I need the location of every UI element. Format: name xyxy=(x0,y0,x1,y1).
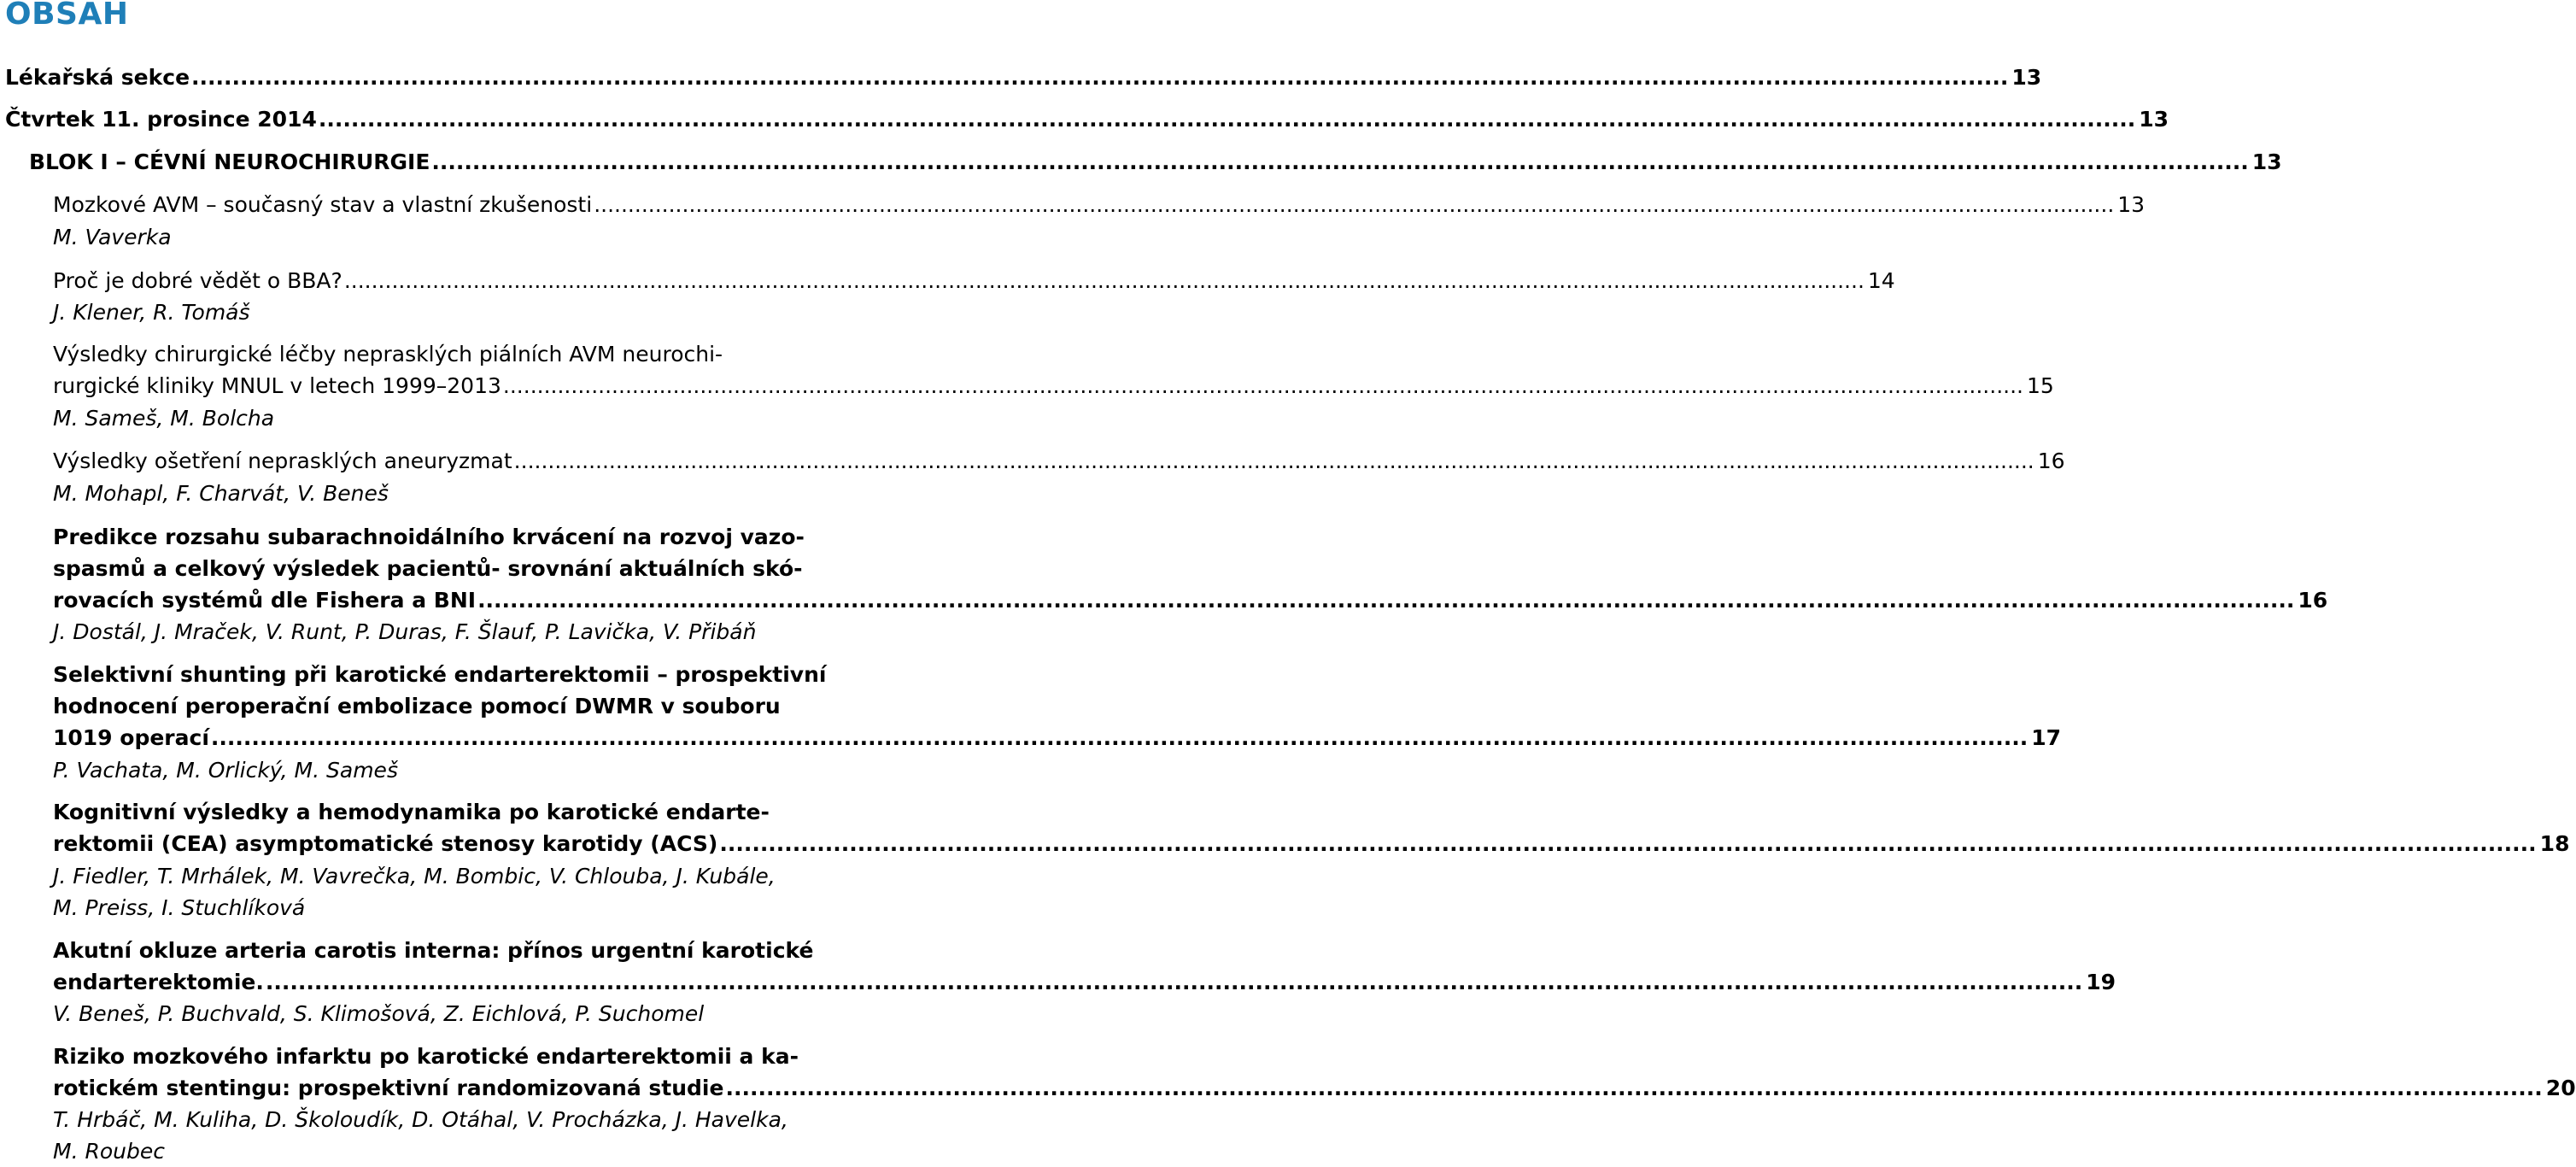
toc-entry-title-line: Predikce rozsahu subarachnoidálního krvácení na rozvoj vazo- xyxy=(53,525,805,549)
dot-leader xyxy=(503,370,2023,402)
toc-entry-title: Mozkové AVM – současný stav a vlastní zkušenosti xyxy=(53,192,593,217)
toc-entry[interactable] xyxy=(53,338,2054,402)
toc-line xyxy=(53,265,1895,296)
toc-entry[interactable] xyxy=(53,445,2065,477)
toc-entry-title-line: Selektivní shunting při karotické endarterektomii – prospektivní xyxy=(53,662,827,687)
page-number: 14 xyxy=(1867,268,1895,293)
toc-entry[interactable] xyxy=(53,935,2116,998)
toc-entry[interactable] xyxy=(53,265,1895,296)
dot-leader xyxy=(266,966,2082,998)
toc-authors: J. Klener, R. Tomáš xyxy=(53,300,250,325)
toc-line xyxy=(53,370,2054,402)
toc-entry-title-line: hodnocení peroperační embolizace pomocí DWMR v souboru xyxy=(53,694,781,718)
toc-line xyxy=(53,722,2062,754)
page-title: OBSAH xyxy=(5,0,129,32)
toc-entry-title: endarterektomie. xyxy=(53,970,264,994)
page-number: 16 xyxy=(2037,449,2065,473)
toc-authors: J. Dostál, J. Mraček, V. Runt, P. Duras, F. Šlauf, P. Lavička, V. Přibáň xyxy=(53,619,757,644)
toc-entry-title: Lékařská sekce xyxy=(5,65,190,90)
page-number: 17 xyxy=(2031,725,2062,750)
toc-entry-title-line: Výsledky chirurgické léčby neprasklých piálních AVM neurochi- xyxy=(53,342,723,367)
page-number: 13 xyxy=(2251,150,2282,174)
dot-leader xyxy=(477,584,2294,616)
dot-leader xyxy=(344,265,1865,296)
toc-entry-title: rovacích systémů dle Fishera a BNI xyxy=(53,588,477,613)
toc-authors: M. Sameš, M. Bolcha xyxy=(53,406,275,431)
toc-authors: M. Mohapl, F. Charvát, V. Beneš xyxy=(53,481,389,506)
page-number: 20 xyxy=(2545,1076,2576,1100)
toc-line xyxy=(29,146,2282,178)
page-number: 15 xyxy=(2026,373,2054,398)
dot-leader xyxy=(594,189,2114,220)
dot-leader xyxy=(719,828,2536,859)
dot-leader xyxy=(191,62,2008,93)
toc-line xyxy=(53,828,2570,859)
toc-entry[interactable] xyxy=(5,103,2169,135)
toc-line xyxy=(53,966,2116,998)
toc-authors: M. Roubec xyxy=(53,1139,165,1164)
toc-entry-title-line: Kognitivní výsledky a hemodynamika po karotické endarte- xyxy=(53,800,770,824)
toc-authors: P. Vachata, M. Orlický, M. Sameš xyxy=(53,758,398,783)
toc-entry-title-line: spasmů a celkový výsledek pacientů- srovnání aktuálních skó- xyxy=(53,556,803,581)
dot-leader xyxy=(211,722,2028,754)
toc-line xyxy=(53,584,2328,616)
toc-entry-title-line: Akutní okluze arteria carotis interna: přínos urgentní karotické xyxy=(53,938,814,963)
toc-authors: M. Preiss, I. Stuchlíková xyxy=(53,895,306,920)
toc-entry[interactable] xyxy=(53,189,2146,220)
toc-entry-title: rotickém stentingu: prospektivní randomizovaná studie xyxy=(53,1076,724,1100)
toc-authors: M. Vaverka xyxy=(53,225,172,249)
toc-authors: T. Hrbáč, M. Kuliha, D. Školoudík, D. Otáhal, V. Procházka, J. Havelka, xyxy=(53,1107,788,1132)
dot-leader xyxy=(514,445,2034,477)
toc-entry-title: rektomii (CEA) asymptomatické stenosy karotidy (ACS) xyxy=(53,831,718,856)
toc-line xyxy=(53,445,2065,477)
toc-entry[interactable] xyxy=(53,1041,2576,1104)
dot-leader xyxy=(431,146,2248,178)
toc-entry-title: Proč je dobré vědět o BBA? xyxy=(53,268,342,293)
toc-entry-title-line: Riziko mozkového infarktu po karotické endarterektomii a ka- xyxy=(53,1044,799,1069)
page-number: 13 xyxy=(2139,107,2169,132)
toc-entry[interactable] xyxy=(53,796,2570,859)
toc-entry-title: BLOK I – CÉVNÍ NEUROCHIRURGIE xyxy=(29,150,430,174)
toc-line xyxy=(53,189,2146,220)
toc-authors: V. Beneš, P. Buchvald, S. Klimošová, Z. Eichlová, P. Suchomel xyxy=(53,1001,705,1026)
dot-leader xyxy=(725,1072,2542,1104)
page-number: 13 xyxy=(2011,65,2042,90)
page-number: 13 xyxy=(2117,192,2146,217)
toc-line xyxy=(5,62,2042,93)
toc-entry-title: Čtvrtek 11. prosince 2014 xyxy=(5,107,317,132)
toc-line xyxy=(5,103,2169,135)
toc-entry[interactable] xyxy=(5,62,2042,93)
toc-entry[interactable] xyxy=(53,659,2062,754)
toc-entry-title: rurgické kliniky MNUL v letech 1999–2013 xyxy=(53,373,501,398)
toc-authors: J. Fiedler, T. Mrhálek, M. Vavrečka, M. Bombic, V. Chlouba, J. Kubále, xyxy=(53,864,776,888)
toc-entry[interactable] xyxy=(29,146,2282,178)
toc-entry[interactable] xyxy=(53,521,2328,616)
page-number: 18 xyxy=(2539,831,2570,856)
toc-entry-title: 1019 operací xyxy=(53,725,209,750)
toc-entry-title: Výsledky ošetření neprasklých aneuryzmat xyxy=(53,449,512,473)
dot-leader xyxy=(319,103,2135,135)
page-number: 16 xyxy=(2298,588,2328,613)
toc-line xyxy=(53,1072,2576,1104)
page-number: 19 xyxy=(2086,970,2116,994)
